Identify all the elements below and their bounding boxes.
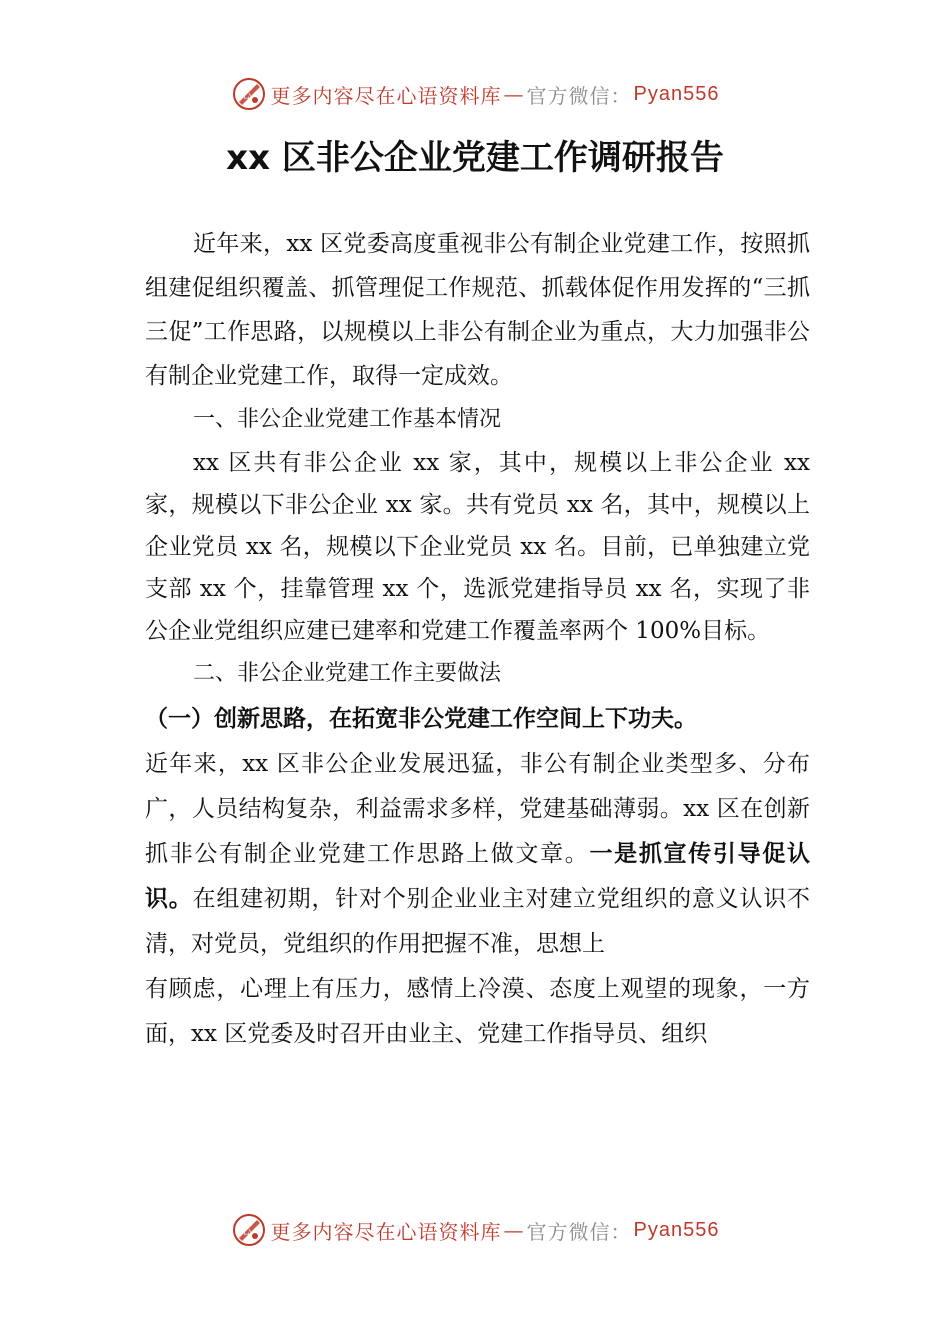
body-text-b: 在组建初期，针对个别企业业主对建立党组织的意义认识不清，对党员，党组织的作用把握不准，思想上: [145, 886, 811, 957]
section-1-paragraph: xx 区共有非公企业 xx 家，其中，规模以上非公企业 xx 家，规模以下非公企业 xx 家。共有党员 xx 名，其中，规模以上企业党员 xx 名，规模以下企业党员 xx 名。目前，已单独建立党支部 xx 个，挂靠管理 xx 个，选派党建指导员 xx 名，实现了非公企业党组织应建已建率和党建工作覆盖率两个 100%目标。: [145, 450, 810, 644]
continuation-paragraph: 有顾虑，心理上有压力，感情上冷漠、态度上观望的现象，一方面，xx 区党委及时召开由业主、党建工作指导员、组织: [145, 976, 810, 1047]
watermark-text: 更多内容尽在心语资料库: [270, 1219, 502, 1244]
svg-text:心: 心: [240, 90, 252, 101]
body-text-a: 近年来，xx 区非公企业发展迅猛，非公有制企业类型多、分布广，人员结构复杂，利益需求多样，党建基础薄弱。xx 区在创新抓非公有制企业党建工作思路上做文章。: [145, 751, 810, 867]
watermark-separator: —: [503, 82, 525, 106]
footer-watermark: [0, 1208, 950, 1252]
document-title: xx 区非公企业党建工作调研报告: [226, 138, 724, 178]
bold-point-1: 一是抓宣传引导促认识。: [145, 841, 811, 912]
subsection-1-heading: （一）创新思路，在拓宽非公党建工作空间上下功夫。: [145, 706, 697, 732]
watermark-text: 更多内容尽在心语资料库: [270, 83, 502, 108]
watermark-wechat-id: Pyan556: [633, 82, 720, 105]
section-1-heading: 一、非公企业党建工作基本情况: [193, 407, 502, 432]
header-watermark: [0, 72, 950, 116]
document-body: [145, 222, 810, 1057]
section-2-heading: 二、非公企业党建工作主要做法: [193, 661, 502, 686]
intro-paragraph: 近年来，xx 区党委高度重视非公有制企业党建工作，按照抓组建促组织覆盖、抓管理促工作规范、抓载体促作用发挥的“三抓三促”工作思路，以规模以上非公有制企业为重点，大力加强非公有制企业党建工作，取得一定成效。: [145, 231, 810, 389]
brand-logo-icon: [231, 1212, 267, 1248]
brand-logo-icon: [231, 76, 267, 112]
watermark-wechat-label: 官方微信：: [526, 1219, 632, 1244]
watermark-separator: —: [503, 1218, 525, 1242]
svg-text:心: 心: [240, 1226, 252, 1237]
watermark-wechat-label: 官方微信：: [526, 83, 632, 108]
watermark-wechat-id: Pyan556: [633, 1218, 720, 1241]
subsection-1-paragraph: [145, 742, 810, 967]
